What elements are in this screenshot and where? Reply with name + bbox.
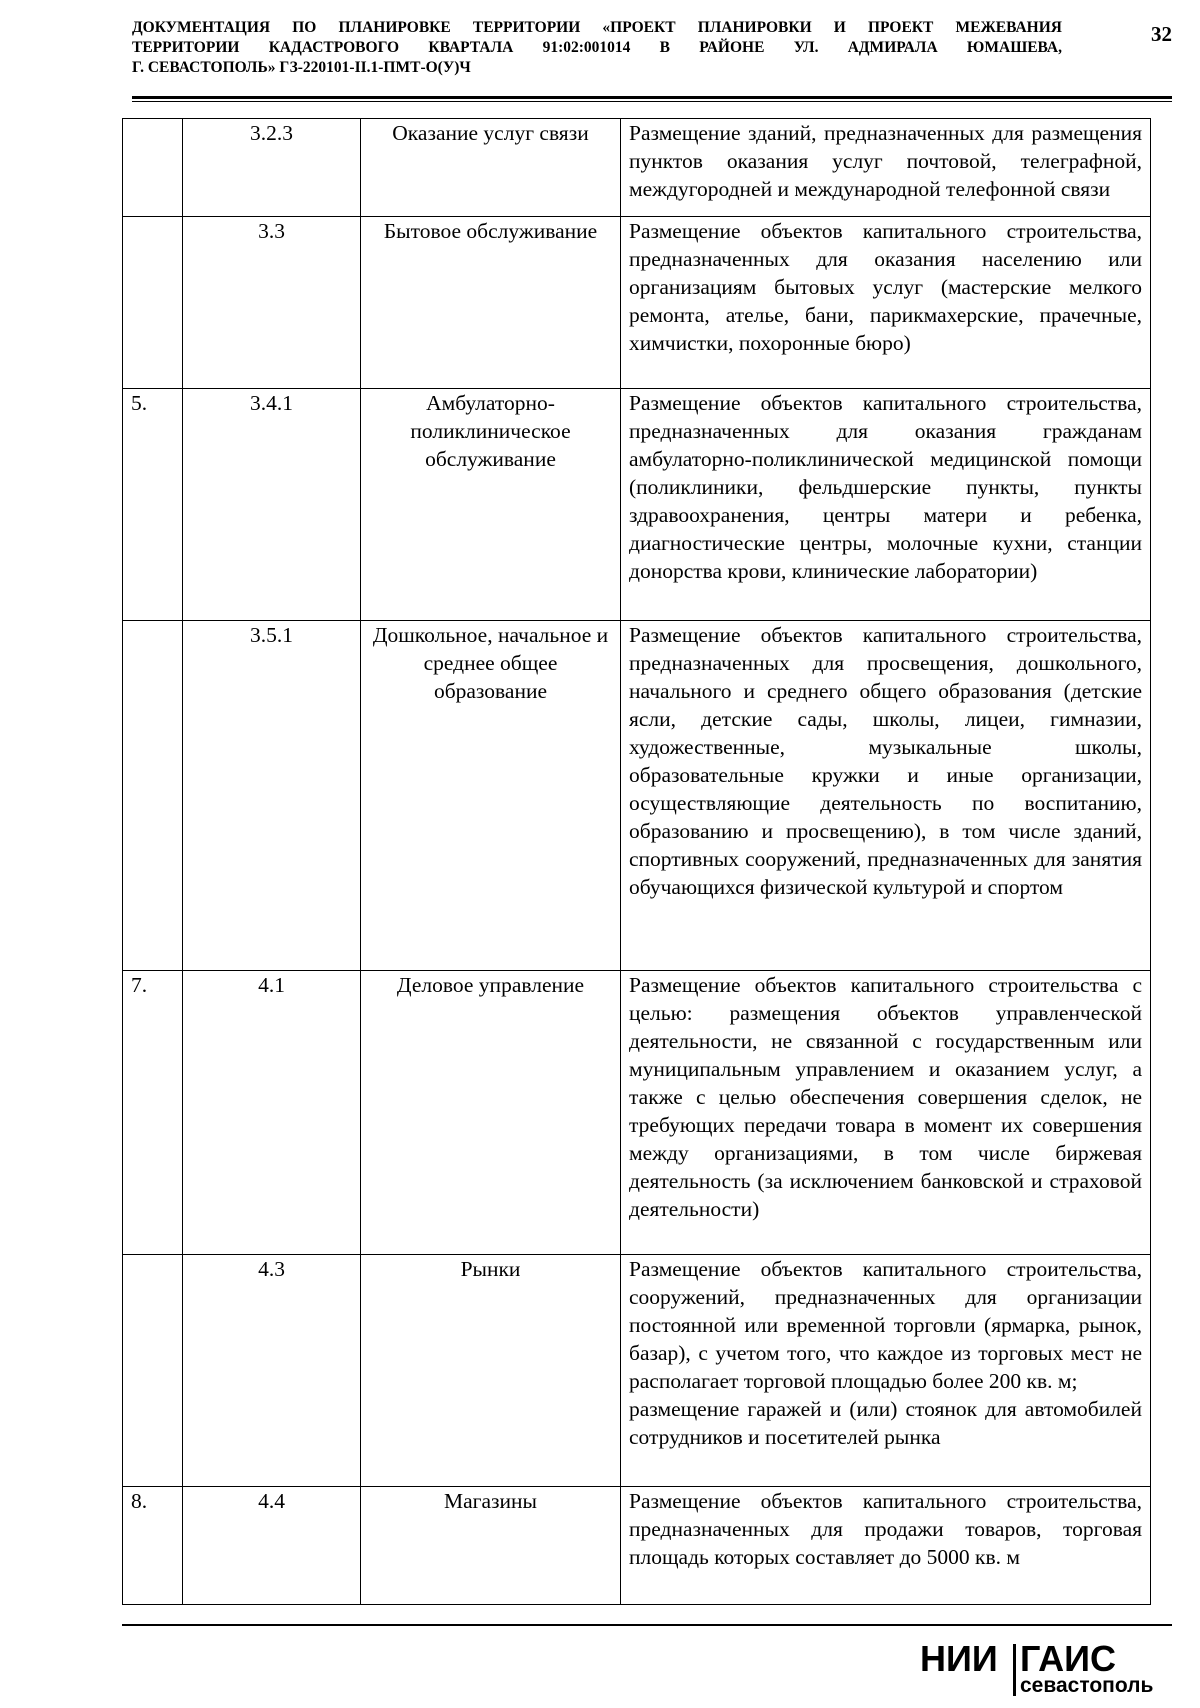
row-description: Размещение объектов капитального строительства с целью: размещения объектов управленческой деятельности, не связанной с государственным или муниципальным управлением и оказанием услуг, а также с целью обеспечения совершения сделок, не требующих передачи товара в момент их совершения между организациями, в том числе биржевая деятельность (за исключением банковской и страховой деятельности) <box>621 971 1151 1255</box>
table-row <box>123 389 1151 621</box>
logo-left-text: НИИ <box>920 1638 998 1679</box>
row-name: Дошкольное, начальное и среднее общее образование <box>361 621 621 971</box>
nii-gais-logo <box>920 1636 1180 1700</box>
row-name: Рынки <box>361 1255 621 1487</box>
footer-rule <box>122 1624 1172 1626</box>
row-number: 5. <box>123 389 183 621</box>
row-code: 3.4.1 <box>183 389 361 621</box>
row-name: Бытовое обслуживание <box>361 217 621 389</box>
row-name: Деловое управление <box>361 971 621 1255</box>
table-row <box>123 971 1151 1255</box>
row-description: Размещение объектов капитального строительства, предназначенных для продажи товаров, торговая площадь которых составляет до 5000 кв. м <box>621 1487 1151 1605</box>
title-line-2: ТЕРРИТОРИИ КАДАСТРОВОГО КВАРТАЛА 91:02:001014 В РАЙОНЕ УЛ. АДМИРАЛА ЮМАШЕВА, <box>132 39 1062 56</box>
row-description: Размещение объектов капитального строительства, предназначенных для просвещения, дошкольного, начального и среднего общего образования (детские ясли, детские сады, школы, лицеи, гимназии, художественные, музыкальные школы, образовательные кружки и иные организации, осуществляющие деятельность по воспитанию, образованию и просвещению), в том числе зданий, спортивных сооружений, предназначенных для занятия обучающихся физической культурой и спортом <box>621 621 1151 971</box>
title-line-1: ДОКУМЕНТАЦИЯ ПО ПЛАНИРОВКЕ ТЕРРИТОРИИ «ПРОЕКТ ПЛАНИРОВКИ И ПРОЕКТ МЕЖЕВАНИЯ <box>132 19 1062 36</box>
row-code: 3.2.3 <box>183 119 361 217</box>
document-title <box>132 18 1092 78</box>
row-number <box>123 1255 183 1487</box>
row-number: 7. <box>123 971 183 1255</box>
row-number <box>123 621 183 971</box>
title-line-3: Г. СЕВАСТОПОЛЬ» ГЗ-220101-II.1-ПМТ-О(У)Ч <box>132 59 471 76</box>
row-code: 4.1 <box>183 971 361 1255</box>
row-name: Оказание услуг связи <box>361 119 621 217</box>
table-row <box>123 119 1151 217</box>
table-row <box>123 217 1151 389</box>
logo-right-text: ГАИС <box>1020 1638 1117 1679</box>
row-code: 3.5.1 <box>183 621 361 971</box>
row-description-part-1: Размещение объектов капитального строительства, сооружений, предназначенных для организации постоянной или временной торговли (ярмарка, рынок, базар), с учетом того, что каждое из торговых мест не располагает торговой площадью более 200 кв. м; <box>629 1257 1142 1393</box>
header-rule-thin <box>132 101 1172 102</box>
row-number <box>123 119 183 217</box>
row-description: Размещение зданий, предназначенных для размещения пунктов оказания услуг почтовой, телеграфной, междугородней и международной телефонной связи <box>621 119 1151 217</box>
land-use-table <box>122 118 1151 1605</box>
table-row <box>123 621 1151 971</box>
page-number: 32 <box>1151 22 1172 46</box>
row-description: Размещение объектов капитального строительства, предназначенных для оказания гражданам амбулаторно-поликлинической медицинской помощи (поликлиники, фельдшерские пункты, пункты здравоохранения, центры матери и ребенка, диагностические центры, молочные кухни, станции донорства крови, клинические лаборатории) <box>621 389 1151 621</box>
logo-city-text: севастополь <box>1020 1674 1154 1697</box>
table-row <box>123 1487 1151 1605</box>
row-description <box>621 1255 1151 1487</box>
row-code: 3.3 <box>183 217 361 389</box>
row-description: Размещение объектов капитального строительства, предназначенных для оказания населению или организациям бытовых услуг (мастерские мелкого ремонта, ателье, бани, парикмахерские, прачечные, химчистки, похоронные бюро) <box>621 217 1151 389</box>
row-description-part-2: размещение гаражей и (или) стоянок для автомобилей сотрудников и посетителей рынка <box>629 1397 1142 1449</box>
header-rule-thick <box>132 96 1172 99</box>
row-number <box>123 217 183 389</box>
table-row <box>123 1255 1151 1487</box>
row-name: Амбулаторно-поликлиническое обслуживание <box>361 389 621 621</box>
logo-divider <box>1013 1644 1016 1696</box>
row-number: 8. <box>123 1487 183 1605</box>
row-name: Магазины <box>361 1487 621 1605</box>
row-code: 4.3 <box>183 1255 361 1487</box>
row-code: 4.4 <box>183 1487 361 1605</box>
